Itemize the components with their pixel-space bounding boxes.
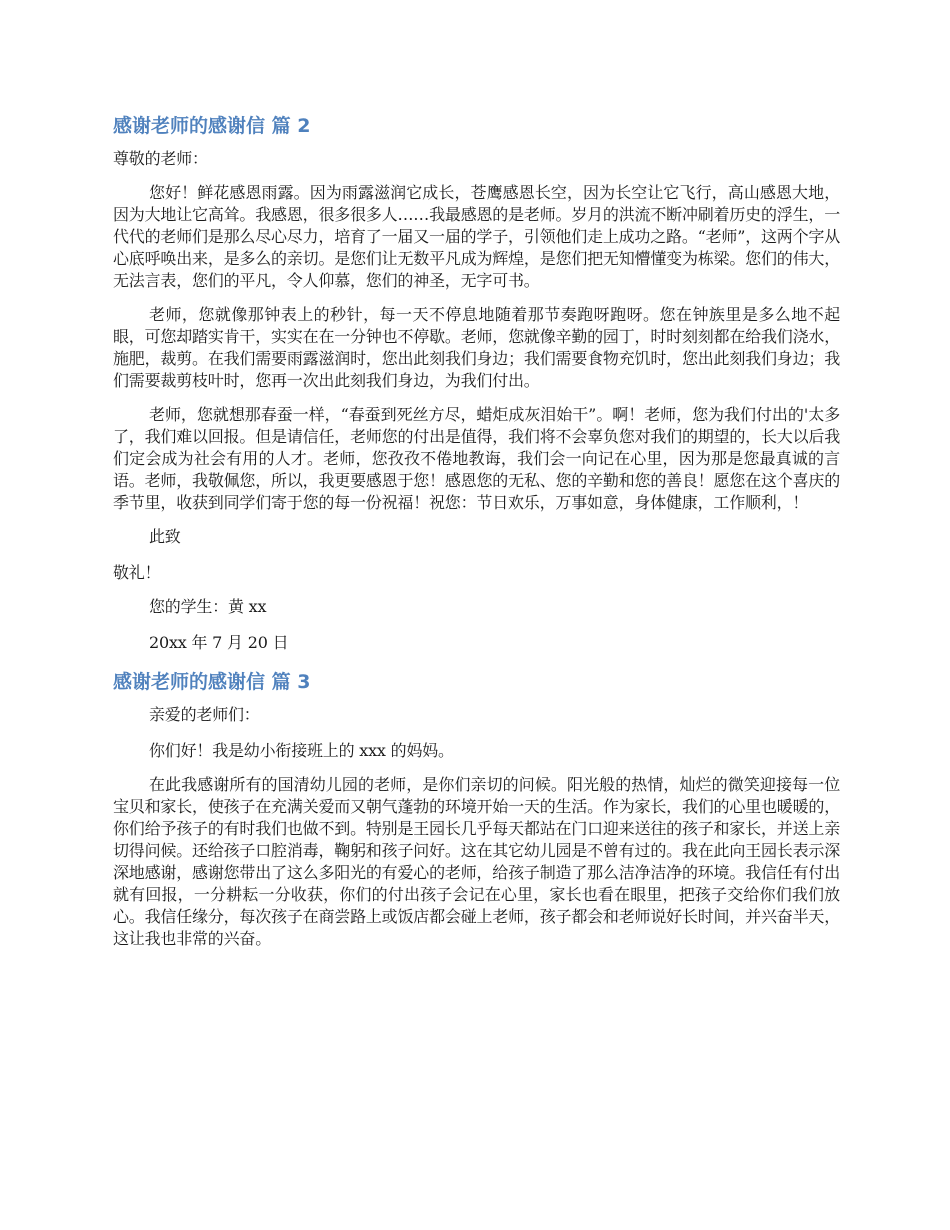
closing-line: 此致 bbox=[149, 527, 181, 546]
letter-section-3 bbox=[113, 668, 840, 950]
date-line: 20xx 年 7 月 20 日 bbox=[149, 633, 289, 652]
letter-section-2 bbox=[113, 112, 840, 654]
section-heading: 感谢老师的感谢信 篇 3 bbox=[113, 671, 311, 693]
greeting: 亲爱的老师们： bbox=[149, 705, 260, 724]
body-paragraph: 老师，您就想那春蚕一样，“春蚕到死丝方尽，蜡炬成灰泪始干”。啊！老师，您为我们付出的'太多了，我们难以回报。但是请信任，老师您的付出是值得，我们将不会辜负您对我们的期望的，长大以后我们定会成为社会有用的人才。老师，您孜孜不倦地教诲，我们会一向记在心里，因为那是您最真诚的言语。老师，我敬佩您，所以，我更要感恩于您！感恩您的无私、您的辛勤和您的善良！愿您在这个喜庆的季节里，收获到同学们寄于您的每一份祝福！祝您：节日欢乐，万事如意，身体健康，工作顺利，！ bbox=[113, 405, 840, 512]
section-heading: 感谢老师的感谢信 篇 2 bbox=[113, 115, 311, 137]
body-paragraph: 您好！鲜花感恩雨露。因为雨露滋润它成长，苍鹰感恩长空，因为长空让它飞行，高山感恩大地，因为大地让它高耸。我感恩，很多很多人……我最感恩的是老师。岁月的洪流不断冲刷着历史的浮生，一代代的老师们是那么尽心尽力，培育了一届又一届的学子，引领他们走上成功之路。“老师”，这两个字从心底呼唤出来，是多么的亲切。是您们让无数平凡成为辉煌，是您们把无知懵懂变为栋梁。您们的伟大，无法言表，您们的平凡，令人仰慕，您们的神圣，无字可书。 bbox=[113, 183, 840, 290]
body-paragraph: 你们好！我是幼小衔接班上的 xxx 的妈妈。 bbox=[149, 741, 454, 760]
greeting: 尊敬的老师： bbox=[113, 149, 208, 168]
body-paragraph: 老师，您就像那钟表上的秒针，每一天不停息地随着那节奏跑呀跑呀。您在钟族里是多么地不起眼，可您却踏实肯干，实实在在一分钟也不停歇。老师，您就像辛勤的园丁，时时刻刻都在给我们浇水，施肥，裁剪。在我们需要雨露滋润时，您出此刻我们身边；我们需要食物充饥时，您出此刻我们身边；我们需要裁剪枝叶时，您再一次出此刻我们身边，为我们付出。 bbox=[113, 305, 840, 390]
signature-line: 您的学生：黄 xx bbox=[149, 597, 267, 616]
body-paragraph: 在此我感谢所有的国清幼儿园的老师，是你们亲切的问候。阳光般的热情，灿烂的微笑迎接每一位宝贝和家长，使孩子在充满关爱而又朝气蓬勃的环境开始一天的生活。作为家长，我们的心里也暖暖的，你们给予孩子的有时我们也做不到。特别是王园长几乎每天都站在门口迎来送往的孩子和家长，并送上亲切得问候。还给孩子口腔消毒，鞠躬和孩子问好。这在其它幼儿园是不曾有过的。我在此向王园长表示深深地感谢，感谢您带出了这么多阳光的有爱心的老师，给孩子制造了那么洁净洁净的环境。我信任有付出就有回报，一分耕耘一分收获，你们的付出孩子会记在心里，家长也看在眼里，把孩子交给你们我们放心。我信任缘分，每次孩子在商尝路上或饭店都会碰上老师，孩子都会和老师说好长时间，并兴奋半天，这让我也非常的兴奋。 bbox=[113, 775, 840, 948]
regards-line: 敬礼！ bbox=[113, 563, 161, 582]
document-page bbox=[113, 112, 840, 962]
